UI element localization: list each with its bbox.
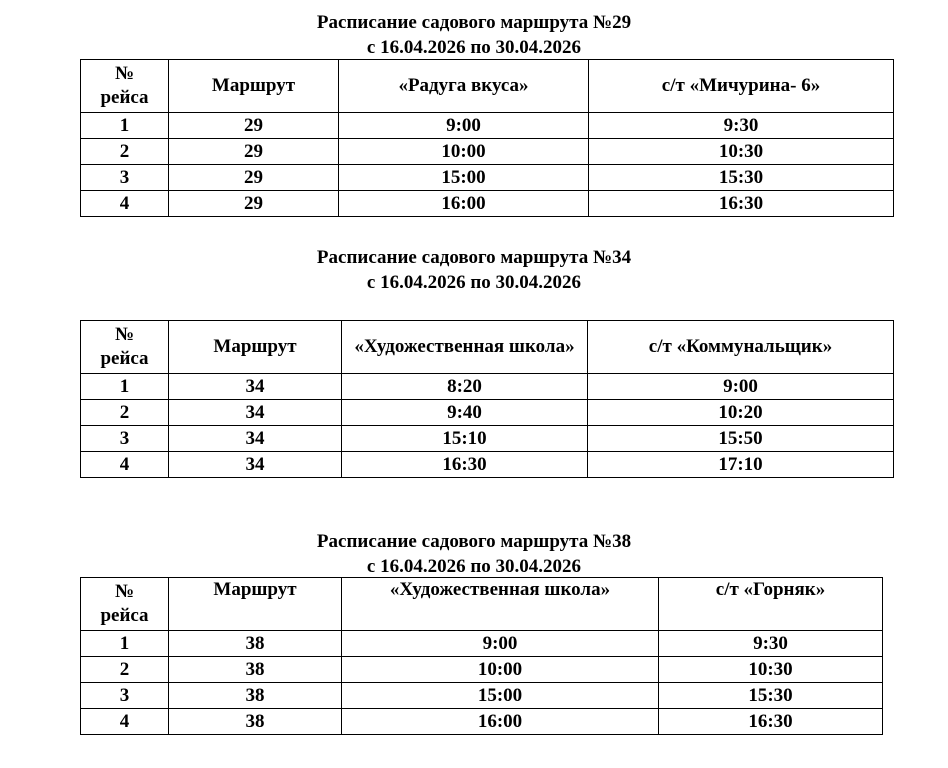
cell-time-departure: 15:00 xyxy=(342,683,659,709)
header-trip-number xyxy=(81,321,169,374)
header-trip-number xyxy=(81,578,169,631)
cell-time-departure: 10:00 xyxy=(342,657,659,683)
cell-route: 38 xyxy=(169,657,342,683)
table-row xyxy=(81,426,894,452)
schedule-table-34 xyxy=(80,320,894,478)
cell-trip: 2 xyxy=(81,400,169,426)
schedule-heading xyxy=(0,529,948,579)
table-row xyxy=(81,400,894,426)
cell-time-arrival: 9:30 xyxy=(659,631,883,657)
cell-route: 38 xyxy=(169,631,342,657)
cell-trip: 1 xyxy=(81,113,169,139)
cell-route: 38 xyxy=(169,709,342,735)
cell-time-arrival: 10:30 xyxy=(659,657,883,683)
schedule-heading xyxy=(0,10,948,60)
cell-time-arrival: 10:20 xyxy=(588,400,894,426)
cell-route: 38 xyxy=(169,683,342,709)
schedule-table-29 xyxy=(80,59,894,217)
header-trip-number-symbol: № xyxy=(114,581,135,602)
header-trip-number-symbol: № xyxy=(114,63,135,84)
schedule-period: с 16.04.2026 по 30.04.2026 xyxy=(366,556,582,577)
header-route: Маршрут xyxy=(169,578,342,631)
schedule-heading xyxy=(0,245,948,295)
header-trip-number-symbol: № xyxy=(114,324,135,345)
schedule-table-38 xyxy=(80,577,883,735)
cell-time-arrival: 10:30 xyxy=(589,139,894,165)
cell-trip: 1 xyxy=(81,374,169,400)
cell-route: 29 xyxy=(169,191,339,217)
table-row xyxy=(81,165,894,191)
cell-time-departure: 10:00 xyxy=(339,139,589,165)
table-header-row xyxy=(81,60,894,113)
cell-trip: 4 xyxy=(81,709,169,735)
cell-time-departure: 15:10 xyxy=(342,426,588,452)
table-header-row xyxy=(81,321,894,374)
cell-trip: 2 xyxy=(81,139,169,165)
cell-route: 29 xyxy=(169,113,339,139)
table-row xyxy=(81,452,894,478)
table-row xyxy=(81,191,894,217)
cell-trip: 2 xyxy=(81,657,169,683)
cell-trip: 3 xyxy=(81,426,169,452)
cell-trip: 3 xyxy=(81,165,169,191)
cell-time-departure: 9:00 xyxy=(339,113,589,139)
cell-time-departure: 9:40 xyxy=(342,400,588,426)
cell-trip: 3 xyxy=(81,683,169,709)
cell-time-arrival: 16:30 xyxy=(589,191,894,217)
table-row xyxy=(81,683,883,709)
table-row xyxy=(81,631,883,657)
cell-time-departure: 16:00 xyxy=(339,191,589,217)
header-route: Маршрут xyxy=(169,60,339,113)
cell-time-arrival: 15:30 xyxy=(589,165,894,191)
header-stop-arrival: с/т «Мичурина- 6» xyxy=(589,60,894,113)
cell-route: 34 xyxy=(169,426,342,452)
cell-route: 29 xyxy=(169,139,339,165)
header-stop-departure: «Радуга вкуса» xyxy=(339,60,589,113)
schedule-title: Расписание садового маршрута №38 xyxy=(316,531,632,552)
schedule-period: с 16.04.2026 по 30.04.2026 xyxy=(366,272,582,293)
header-trip-number-label: рейса xyxy=(100,605,149,626)
cell-route: 34 xyxy=(169,374,342,400)
header-stop-departure: «Художественная школа» xyxy=(342,321,588,374)
cell-time-departure: 16:00 xyxy=(342,709,659,735)
cell-time-arrival: 15:30 xyxy=(659,683,883,709)
cell-time-arrival: 15:50 xyxy=(588,426,894,452)
table-row xyxy=(81,374,894,400)
cell-time-arrival: 16:30 xyxy=(659,709,883,735)
cell-route: 34 xyxy=(169,400,342,426)
header-stop-arrival: с/т «Коммунальщик» xyxy=(588,321,894,374)
cell-time-departure: 16:30 xyxy=(342,452,588,478)
schedule-title: Расписание садового маршрута №34 xyxy=(316,247,632,268)
table-row xyxy=(81,113,894,139)
header-trip-number xyxy=(81,60,169,113)
cell-time-arrival: 9:00 xyxy=(588,374,894,400)
table-row xyxy=(81,657,883,683)
table-row xyxy=(81,139,894,165)
header-trip-number-label: рейса xyxy=(100,87,149,108)
cell-time-departure: 8:20 xyxy=(342,374,588,400)
schedule-title: Расписание садового маршрута №29 xyxy=(316,12,632,33)
header-route: Маршрут xyxy=(169,321,342,374)
cell-route: 29 xyxy=(169,165,339,191)
schedule-period: с 16.04.2026 по 30.04.2026 xyxy=(366,37,582,58)
header-trip-number-label: рейса xyxy=(100,348,149,369)
table-header-row xyxy=(81,578,883,631)
table-row xyxy=(81,709,883,735)
cell-trip: 4 xyxy=(81,191,169,217)
cell-trip: 1 xyxy=(81,631,169,657)
cell-route: 34 xyxy=(169,452,342,478)
cell-time-arrival: 17:10 xyxy=(588,452,894,478)
cell-trip: 4 xyxy=(81,452,169,478)
header-stop-departure: «Художественная школа» xyxy=(342,578,659,631)
header-stop-arrival: с/т «Горняк» xyxy=(659,578,883,631)
cell-time-departure: 9:00 xyxy=(342,631,659,657)
cell-time-departure: 15:00 xyxy=(339,165,589,191)
cell-time-arrival: 9:30 xyxy=(589,113,894,139)
